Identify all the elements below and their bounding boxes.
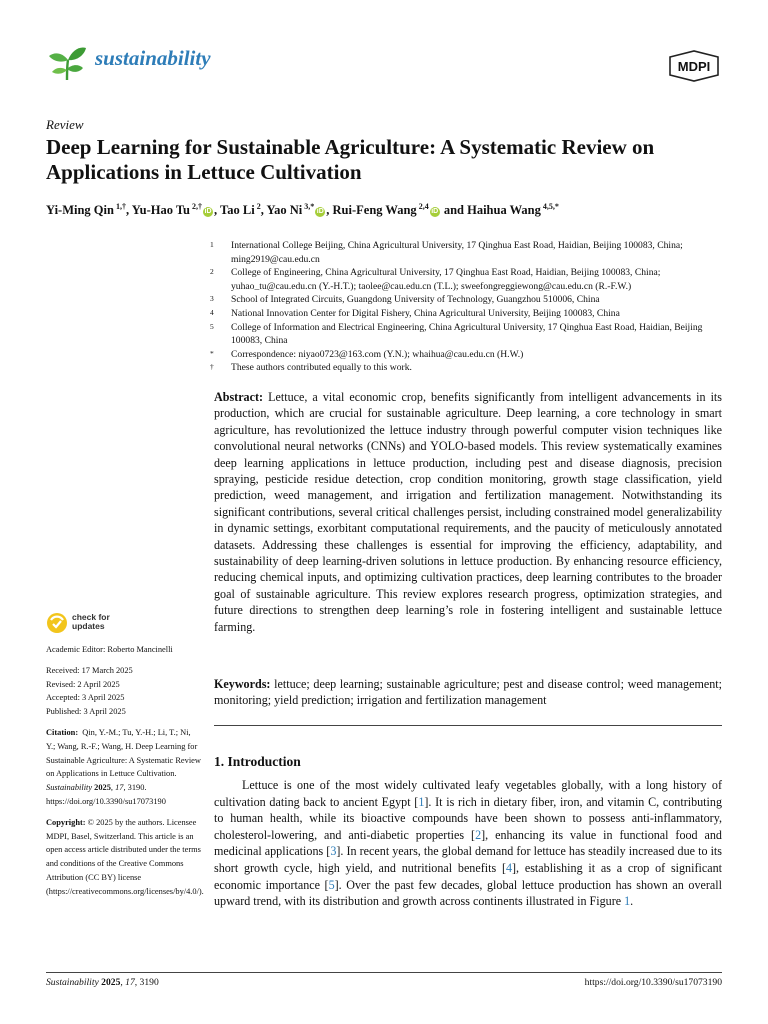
introduction-text: Lettuce is one of the most widely cultivated leafy vegetables globally, with a long history of cultivation dating back to ancient Egypt [ [214, 778, 722, 809]
introduction-paragraph [214, 777, 722, 910]
affiliation-item [210, 348, 730, 362]
mdpi-logo[interactable] [666, 49, 722, 83]
check-updates-line2: updates [72, 621, 105, 631]
introduction-text: ], enhancing its value in functional food and medicinal applications [ [214, 827, 722, 859]
author-affiliation-mark: 4,5,* [540, 202, 559, 211]
affiliation-mark: † [210, 362, 214, 372]
academic-editor: Academic Editor: Roberto Mancinelli [46, 645, 173, 654]
mdpi-logo-text: MDPI [677, 59, 711, 74]
author-name: Yao Ni [266, 203, 303, 218]
affiliation-mark: * [210, 348, 214, 358]
author-affiliation-mark: 1,† [113, 202, 126, 211]
check-for-updates-icon [46, 612, 68, 634]
abstract-text: Lettuce, a vital economic crop, benefits significantly from intelligent advancements in its production, which are crucial for sustainable agriculture. Deep learning, a core technology in smart agriculture, has revolutionized the lettuce industry through powerful computer vision techniques like convolutional neural networks (CNNs) and YOLO-based models. This review systematically examines deep learning applications in lettuce production, including pest and disease diagnosis, precision spraying, pesticide residue detection, crop condition monitoring, growth stage classification, yield prediction, weed management, and irrigation and fertilization management. Notwithstanding its significant contributions, several critical challenges persist, including constrained model generalizability in dynamic settings, exorbitant computational requirements, and the paucity of meticulously annotated datasets. Addressing these challenges is essential for improving the efficiency, adaptability, and sustainability of deep learning-driven solutions in lettuce production. By enhancing resource efficiency, reducing chemical inputs, and optimizing cultivation practices, deep learning contributes to the broader goal of sustainable agriculture. This review explores research progress, optimization strategies, and future directions to strengthen deep learning’s role in fostering intelligent and sustainable lettuce farming. [214, 390, 722, 634]
affiliation-item [210, 307, 730, 321]
introduction-text: ]. Over the past few decades, global lettuce production has shown an overall upward trend, with its distribution and growth across continents illustrated in Figure [214, 877, 722, 909]
footer-doi-link[interactable]: https://doi.org/10.3390/su17073190 [584, 977, 722, 988]
keywords-label: Keywords: [214, 677, 271, 691]
page-title: Deep Learning for Sustainable Agriculture: A Systematic Review on Applications in Lettuce Cultivation [46, 135, 655, 184]
author-name: Haihua Wang [467, 203, 541, 218]
orcid-icon[interactable]: iD [204, 208, 212, 216]
footer-journal: Sustainability [46, 977, 99, 988]
sidebar [46, 643, 204, 906]
affiliation-text: School of Integrated Circuits, Guangdong University of Technology, Guangzhou 510006, China [231, 294, 600, 306]
check-updates-line1: check for [72, 612, 110, 622]
affiliation-item [210, 361, 730, 375]
citation-link[interactable]: 5 [328, 877, 335, 892]
citation-link[interactable]: 1 [418, 794, 425, 809]
author-name: Yi-Ming Qin [46, 203, 114, 218]
citation-year: 2025 [94, 783, 111, 793]
footer-year: 2025 [101, 977, 121, 988]
revised-date: Revised: 2 April 2025 [46, 679, 120, 689]
citation-link[interactable]: 3 [330, 844, 337, 859]
keywords [214, 676, 722, 709]
introduction-text: . [630, 894, 634, 909]
affiliation-mark: 2 [210, 267, 214, 277]
author-name: Yu-Hao Tu [131, 203, 191, 218]
citation-link[interactable]: 4 [505, 860, 513, 875]
keywords-text: lettuce; deep learning; sustainable agriculture; pest and disease control; weed management; monitoring; yield prediction; irrigation and fertilization management [214, 677, 722, 708]
author-list: Yi-Ming Qin $^{1,\dagger}$, Yu-Hao Tu $^{2,\dagger}$iD , Tao Li $^2$, Yao Ni $^{3,*}$iD , Rui-Feng Wang $^{2,4}$iD and Haihua Wang $^{4,5,*}$ [46, 202, 559, 218]
citation-label: Citation: [46, 727, 79, 737]
affiliation-item [210, 293, 730, 307]
citation-link[interactable]: 1 [624, 894, 631, 909]
affiliation-text: International College Beijing, China Agricultural University, 17 Qinghua East Road, Haidian, Beijing 100083, China; ming2919@cau.edu.cn [231, 240, 683, 265]
author-name: Rui-Feng Wang [332, 203, 417, 218]
citation-link[interactable]: 2 [475, 827, 482, 842]
affiliation-text: College of Information and Electrical Engineering, China Agricultural University, 17 Qinghua East Road, Haidian, Beijing 100083, China [231, 321, 703, 347]
citation: Citation: Qin, Y.-M.; Tu, Y.-H.; Li, T.; Ni, Y.; Wang, R.-F.; Wang, H. Deep Learning for Sustainable Agriculture: A Systematic Review on Applications in Lettuce Cultivation. Sustainability 2025, 17, 3190. https://doi.org/10.3390/su17073190 [46, 727, 201, 806]
received-date: Received: 17 March 2025 [46, 665, 133, 675]
accepted-date: Accepted: 3 April 2025 [46, 693, 125, 703]
affiliation-item [210, 321, 730, 348]
copyright-label: Copyright: [46, 817, 86, 827]
affiliation-item [210, 239, 730, 266]
sprout-leaves-icon [46, 42, 88, 84]
author-affiliation-mark: 2,4 [416, 202, 429, 211]
introduction-text: ]. It is rich in dietary fiber, iron, and vitamin C, contributing to human health, while its bioactive compounds have been shown to possess anti-inflammatory, cholesterol-lowering, and anti-diabetic properties [ [214, 794, 722, 842]
citation-volume: 17 [115, 783, 124, 793]
published-date: Published: 3 April 2025 [46, 707, 126, 717]
footer-divider [46, 972, 722, 973]
check-for-updates-badge[interactable] [46, 612, 146, 638]
footer-article-no: , 3190 [134, 977, 159, 988]
citation-journal: Sustainability [46, 783, 93, 793]
affiliation-mark: 1 [210, 240, 214, 249]
affiliations [210, 239, 730, 375]
affiliation-text: Correspondence: niyao0723@163.com (Y.N.); whaihua@cau.edu.cn (H.W.) [231, 348, 524, 360]
affiliation-item [210, 266, 730, 293]
author-affiliation-mark: 3,* [302, 202, 315, 211]
copyright [46, 816, 204, 899]
author-name: Tao Li [220, 203, 255, 218]
divider [214, 725, 722, 726]
introduction-text: ], establishing it as a crop of significant economic importance [ [214, 860, 722, 892]
footer-citation: Sustainability 2025, 17, 3190 [46, 977, 159, 988]
footer-volume: 17 [125, 977, 135, 988]
abstract-label: Abstract: [214, 390, 264, 404]
copyright-text: © 2025 by the authors. Licensee MDPI, Basel, Switzerland. This article is an open access article distributed under the terms and conditions of the Creative Commons Attribution (CC BY) license (https://creativecommons.org/licenses/by/4.0/). [46, 817, 204, 896]
affiliation-mark: 3 [210, 294, 214, 304]
affiliation-mark: 4 [210, 307, 214, 317]
section-heading-introduction: 1. Introduction [214, 754, 301, 769]
journal-name: sustainability [95, 46, 211, 70]
affiliation-mark: 5 [210, 321, 214, 331]
author-affiliation-mark: 2,† [190, 202, 203, 211]
citation-text: Qin, Y.-M.; Tu, Y.-H.; Li, T.; Ni, Y.; Wang, R.-F.; Wang, H. Deep Learning for Sustainable Agriculture: A Systematic Review on Applications in Lettuce Cultivation. [46, 727, 201, 779]
affiliation-text: College of Engineering, China Agricultural University, 17 Qinghua East Road, Haidian, Beijing 100083, China; yuhao_tu@cau.edu.cn (Y.-H.T.); taolee@cau.edu.cn (T.L.); sweefongreggiewong@cau.edu.cn (R.-F.W.) [231, 267, 661, 292]
abstract [214, 389, 722, 635]
affiliation-text: These authors contributed equally to this work. [231, 362, 412, 374]
citation-rest[interactable]: , 3190. https://doi.org/10.3390/su17073190 [46, 783, 166, 806]
orcid-icon[interactable]: iD [431, 208, 439, 216]
affiliation-text: National Innovation Center for Digital Fishery, China Agricultural University, Beijing 100083, China [231, 307, 620, 319]
introduction-text: ]. In recent years, the global demand for lettuce has steadily increased due to its short growth cycle, high yield, and nutritional benefits [ [214, 844, 722, 875]
author-affiliation-mark: 2 [254, 202, 261, 211]
article-type: Review [46, 117, 84, 132]
orcid-icon[interactable]: iD [316, 208, 324, 216]
